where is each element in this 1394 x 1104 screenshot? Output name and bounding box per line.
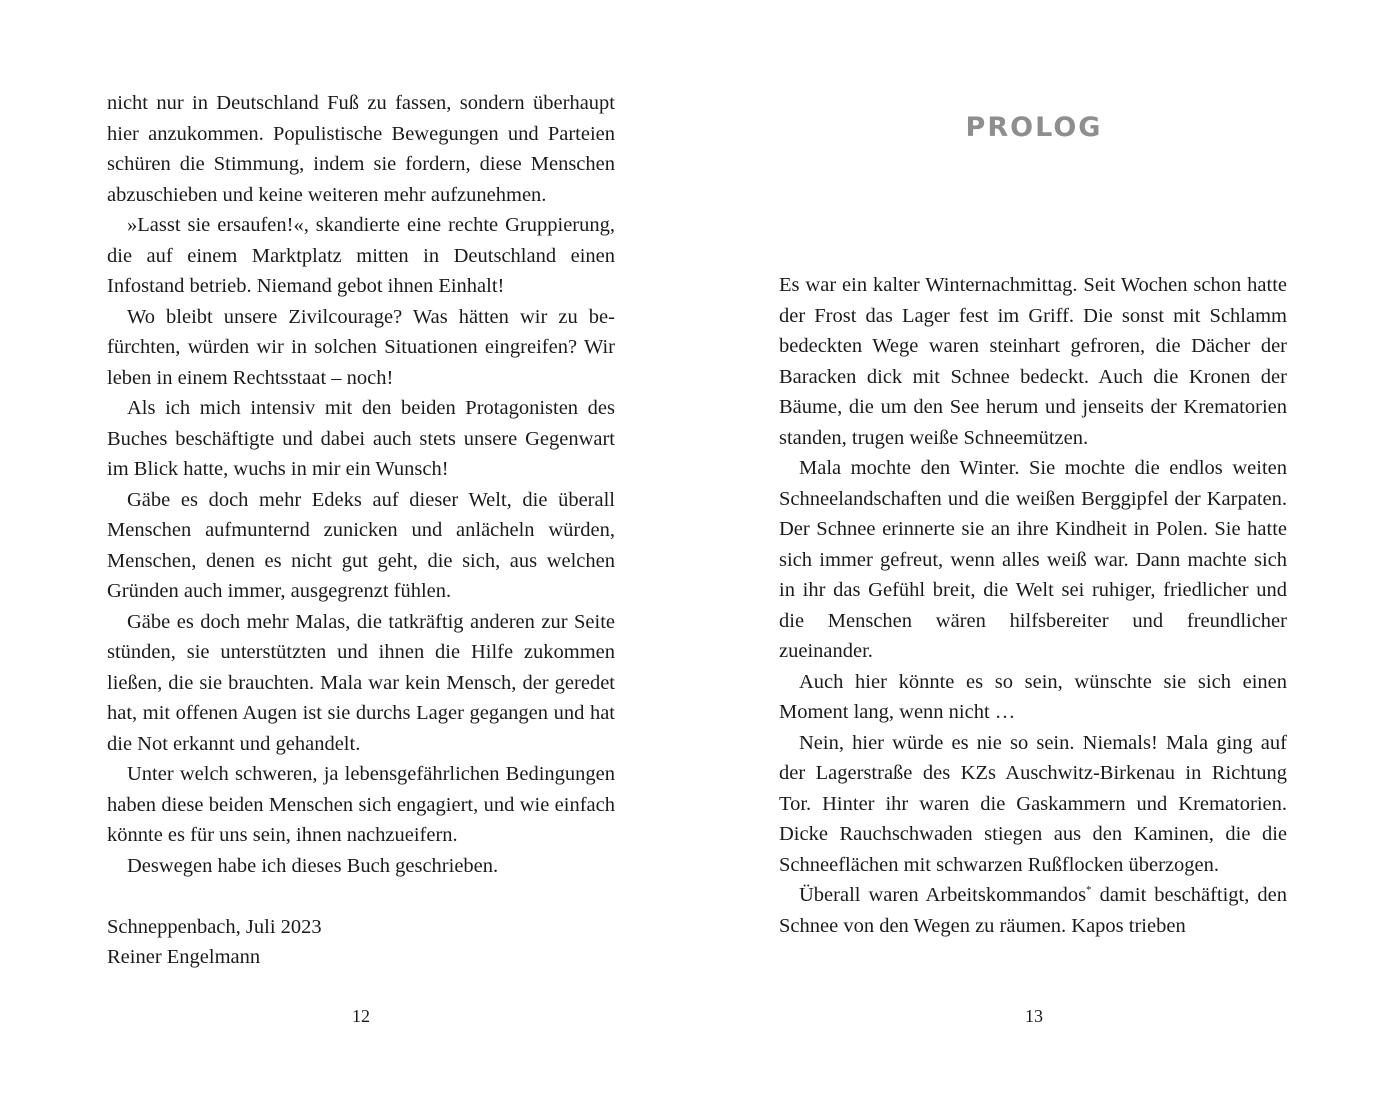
page-number-right: 13 [1025,1006,1043,1026]
right-paragraph-4: Nein, hier würde es nie so sein. Niemals! Mala ging auf der Lagerstraße des KZs Auschwitz-Birkenau in Richtung Tor. Hinter ihr waren die Gaskammern und Krematorien. Dicke Rauchschwaden stiegen aus den Kaminen, die die Schneeflächen mit schwarzen Rußflocken überzogen. [779,731,1287,876]
left-paragraph-3: Wo bleibt unsere Zivilcourage? Was hätten wir zu befürchten, würden wir in solchen Situationen eingreifen? Wir leben in einem Rechtsstaat – noch! [107,305,615,389]
right-paragraph-3: Auch hier könnte es so sein, wünschte sie sich einen Moment lang, wenn nicht … [779,670,1287,723]
right-paragraph-2: Mala mochte den Winter. Sie mochte die endlos weiten Schneelandschaften und die weißen Berggipfel der Karpaten. Der Schnee erinnerte sie an ihre Kindheit in Polen. Sie hatte sich immer gefreut, wenn alles weiß war. Dann machte sich in ihr das Gefühl breit, die Welt sei ruhiger, friedlicher und die Menschen wären hilfsbereiter und freundlicher zueinander. [779,457,1287,662]
signature-place-date: Schneppenbach, Juli 2023 [107,915,322,938]
left-paragraph-2: »Lasst sie ersaufen!«, skandierte eine rechte Gruppierung, die auf einem Marktplatz mitten in Deutschland einen Infostand betrieb. Niemand gebot ihnen Einhalt! [107,214,615,297]
left-paragraph-6: Gäbe es doch mehr Malas, die tatkräftig anderen zur Seite stünden, sie unterstützten und ihnen die Hilfe zukommen ließen, die sie brauchten. Mala war kein Mensch, der geredet hat, mit offenen Augen ist sie durchs Lager gegangen und hat die Not erkannt und gehandelt. [107,610,615,755]
footnote-mark: * [1086,884,1092,897]
right-page-body [779,270,1287,941]
right-paragraph-5 [779,880,1287,941]
left-paragraph-8: Deswegen habe ich dieses Buch geschrieben. [127,854,499,877]
signature [107,912,615,973]
left-paragraph-1: nicht nur in Deutschland Fuß zu fassen, sondern überhaupt hier anzukommen. Populistische Bewegungen und Parteien schüren die Stimmung, indem sie fordern, diese Menschen abzuschieben und keine weiteren mehr aufzunehmen. [107,92,615,206]
right-paragraph-5-start: Überall waren Arbeitskommandos [799,884,1087,906]
left-paragraph-5: Gäbe es doch mehr Edeks auf dieser Welt, die überall Menschen aufmunternd zunicken und anlächeln würden, Menschen, denen es nicht gut geht, die sich, aus welchen Gründen auch immer, ausgegrenzt fühlen. [107,488,615,602]
left-paragraph-4: Als ich mich intensiv mit den beiden Protagonisten des Buches beschäftigte und dabei auch stets unsere Gegenwart im Blick hatte, wuchs in mir ein Wunsch! [107,397,615,480]
left-paragraph-7: Unter welch schweren, ja lebensgefährlichen Bedingungen haben diese beiden Menschen sich engagiert, und wie einfach könnte es für uns sein, ihnen nachzueifern. [107,763,615,846]
left-page-body [107,88,615,973]
chapter-title: PROLOG [965,112,1103,143]
right-paragraph-1: Es war ein kalter Winternachmittag. Seit Wochen schon hatte der Frost das Lager fest im Griff. Die sonst mit Schlamm bedeckten Wege waren steinhart gefroren, die Dächer der Baracken dick mit Schnee bedeckt. Auch die Kronen der Bäume, die um den See herum und jenseits der Krematorien standen, trugen weiße Schneemützen. [779,274,1287,449]
right-page [697,0,1394,1104]
right-paragraph-5-end: damit beschäftigt, den Schnee von den Wegen zu räumen. Kapos trieben [779,884,1287,937]
page-number-left: 12 [352,1006,370,1026]
signature-author: Reiner Engelmann [107,946,261,968]
